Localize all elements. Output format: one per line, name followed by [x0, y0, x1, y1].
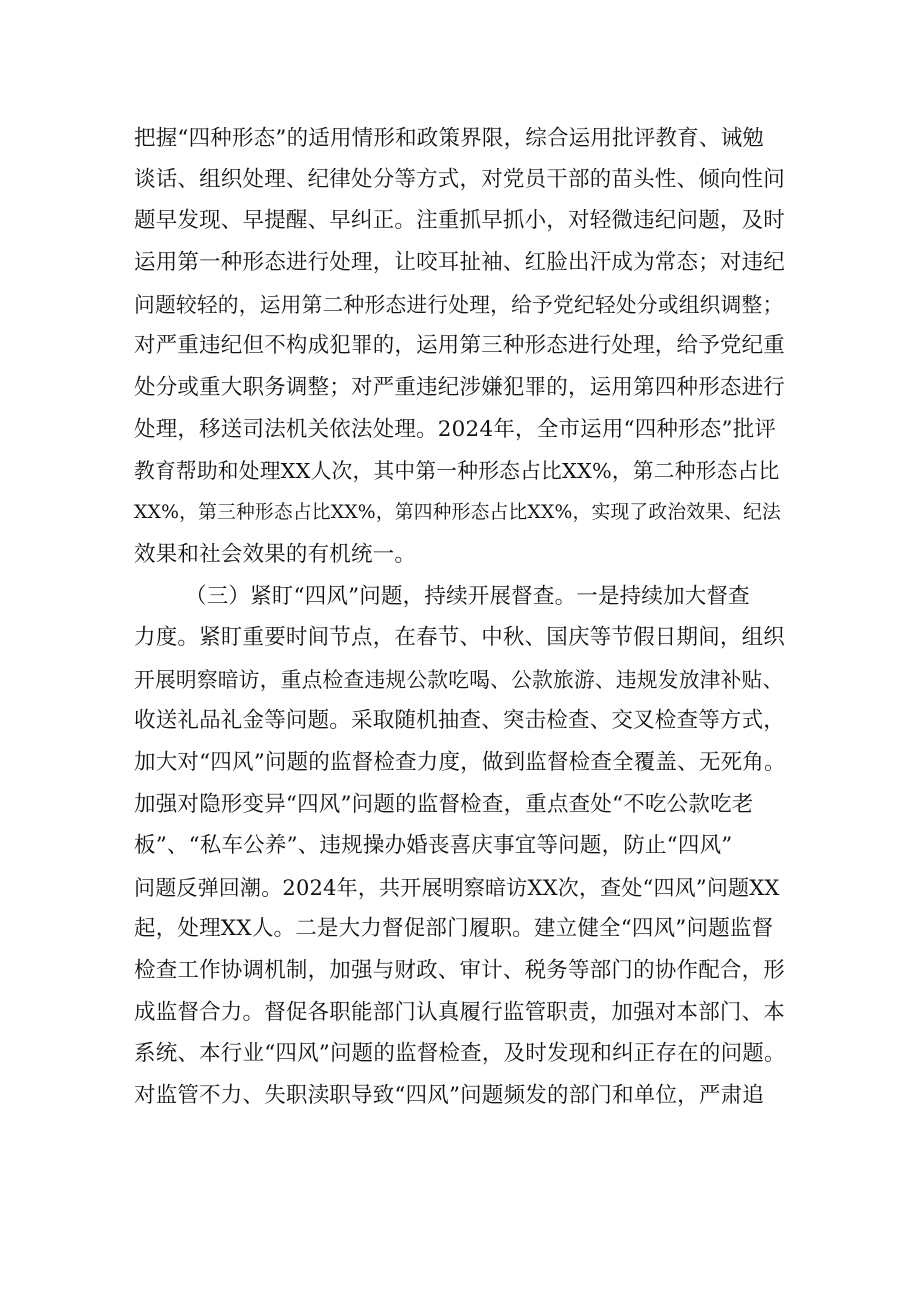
text-line: 效果和社会效果的有机统一。: [134, 542, 417, 567]
text-line: XX%，第三种形态占比XX%，第四种形态占比XX%，实现了政治效果、纪法: [134, 502, 781, 523]
text-line: 加强对隐形变异“四风”问题的监督检查，重点查处“不吃公款吃老: [134, 792, 754, 817]
text-line: 板”、“私车公养”、违规操办婚丧喜庆事宜等问题，防止“四风”: [134, 833, 733, 858]
text-line: 对监管不力、失职渎职导致“四风”问题频发的部门和单位，严肃追: [134, 1083, 764, 1108]
text-line: 起，处理XX人。二是大力督促部门履职。建立健全“四风”问题监督: [134, 916, 774, 941]
text-line: 开展明察暗访，重点检查违规公款吃喝、公款旅游、违规发放津补贴、: [134, 668, 784, 692]
text-line: 成监督合力。督促各职能部门认真履行监管职责，加强对本部门、本: [134, 1000, 786, 1025]
text-line: 对严重违纪但不构成犯罪的，运用第三种形态进行处理，给予党纪重: [134, 333, 786, 358]
text-line: 运用第一种形态进行处理，让咬耳扯袖、红脸出汗成为常态；对违纪: [134, 250, 786, 275]
text-line: 教育帮助和处理XX人次，其中第一种形态占比XX%，第二种形态占比: [134, 459, 780, 483]
text-line: 问题较轻的，运用第二种形态进行处理，给予党纪轻处分或组织调整；: [134, 293, 784, 317]
text-line: 力度。紧盯重要时间节点，在春节、中秋、国庆等节假日期间，组织: [134, 625, 786, 650]
text-line: 谈话、组织处理、纪律处分等方式，对党员干部的苗头性、倾向性问: [134, 167, 786, 192]
text-line: 题早发现、早提醒、早纠正。注重抓早抓小，对轻微违纪问题，及时: [134, 208, 786, 233]
text-line: 系统、本行业“四风”问题的监督检查，及时发现和纠正存在的问题。: [134, 1041, 786, 1066]
text-line: 检查工作协调机制，加强与财政、审计、税务等部门的协作配合，形: [134, 958, 786, 983]
text-line: 处分或重大职务调整；对严重违纪涉嫌犯罪的，运用第四种形态进行: [134, 375, 786, 400]
text-line: 收送礼品礼金等问题。采取随机抽查、突击检查、交叉检查等方式，: [134, 708, 786, 733]
text-line: 处理，移送司法机关依法处理。2024年，全市运用“四种形态”批评: [134, 417, 777, 442]
section-heading-line: （三）紧盯“四风”问题，持续开展督查。一是持续加大督查: [185, 584, 750, 609]
text-line: 加大对“四风”问题的监督检查力度，做到监督检查全覆盖、无死角。: [134, 750, 786, 775]
text-line: 问题反弹回潮。2024年，共开展明察暗访XX次，查处“四风”问题XX: [134, 876, 780, 900]
text-line: 把握“四种形态”的适用情形和政策界限，综合运用批评教育、诫勉: [134, 126, 764, 151]
